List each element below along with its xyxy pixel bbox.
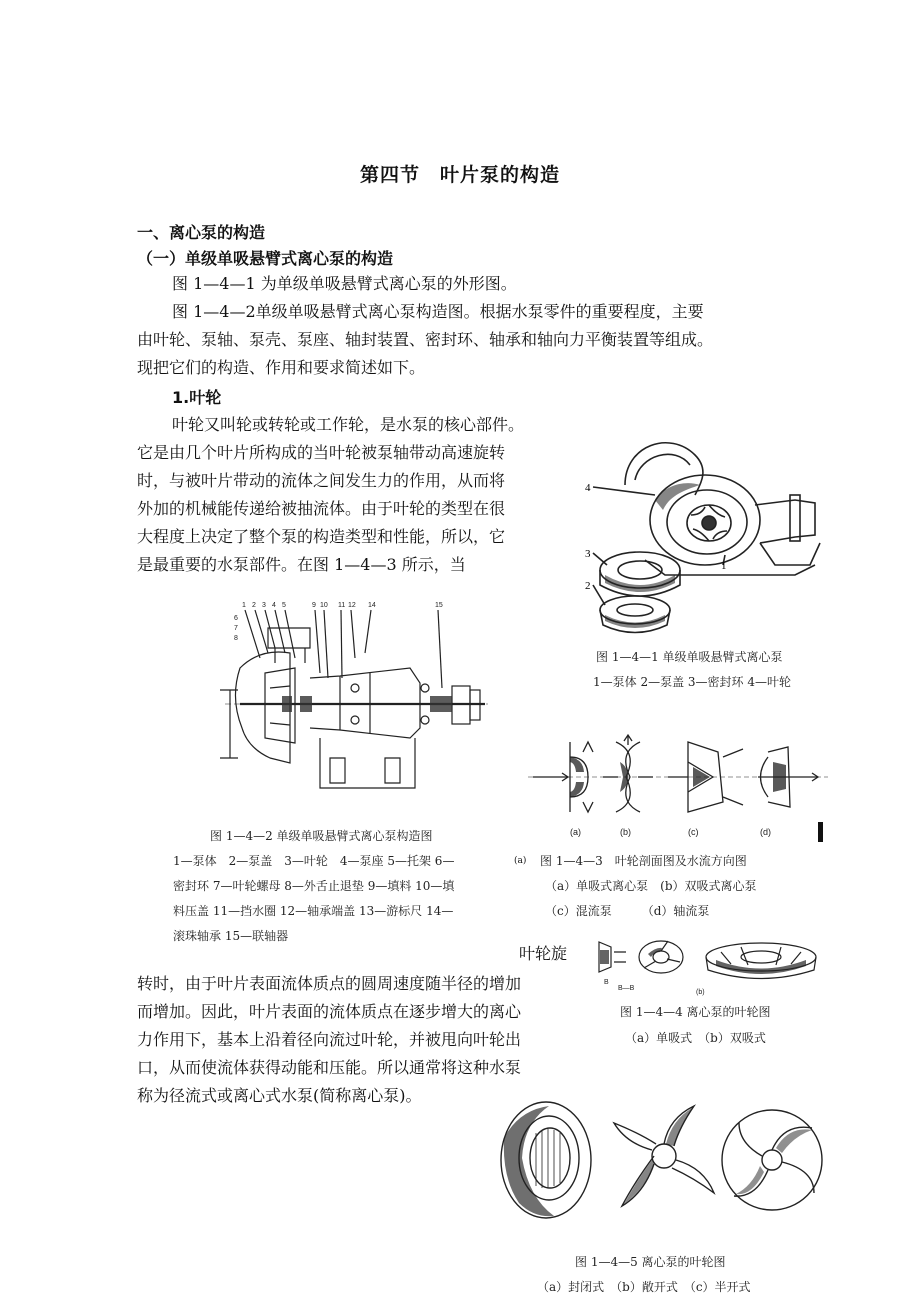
fig3-sub-label: (d) bbox=[760, 827, 771, 837]
fig1-label: 4 bbox=[585, 482, 591, 494]
fig1-legend: 1—泵体 2—泵盖 3—密封环 4—叶轮 bbox=[593, 675, 791, 689]
impeller-line: 是最重要的水泵部件。在图 1—4—3 所示，当 bbox=[137, 555, 466, 574]
impeller-line: 外加的机械能传递给被抽流体。由于叶轮的类型在很 bbox=[137, 499, 506, 518]
heading-centrifugal-pump: 一、离心泵的构造 bbox=[137, 223, 266, 242]
fig2-part-number: 8 bbox=[234, 635, 238, 642]
fig4-mark: (b) bbox=[696, 989, 705, 996]
impeller-line: 它是由几个叶片所构成的当叶轮被泵轴带动高速旋转 bbox=[137, 443, 506, 462]
impeller-line: 叶轮又叫轮或转轮或工作轮，是水泵的核心部件。 bbox=[172, 415, 525, 434]
fig2-legend-line: 密封环 7—叶轮螺母 8—外舌止退垫 9—填料 10—填 bbox=[173, 879, 455, 893]
fig2-part-number: 9 bbox=[312, 602, 316, 609]
fig2-legend-line: 1—泵体 2—泵盖 3—叶轮 4—泵座 5—托架 6— bbox=[173, 854, 455, 868]
fig2-part-number: 12 bbox=[348, 602, 356, 609]
fig2-part-number: 10 bbox=[320, 602, 328, 609]
paragraph-fig2-line3: 现把它们的构造、作用和要求简述如下。 bbox=[137, 358, 426, 377]
fig3-caption: 图 1—4—3 叶轮剖面图及水流方向图 bbox=[540, 854, 747, 868]
section-title: 第四节 叶片泵的构造 bbox=[359, 164, 560, 186]
fig4-legend: （a）单吸式 （b）双吸式 bbox=[625, 1031, 766, 1045]
fig5-caption: 图 1—4—5 离心泵的叶轮图 bbox=[575, 1255, 726, 1269]
fig2-part-number: 6 bbox=[234, 615, 238, 622]
fig1-label: 1 bbox=[721, 560, 727, 572]
fig2-legend-line: 滚珠轴承 15—联轴器 bbox=[173, 929, 289, 943]
fig3-sub-label: (b) bbox=[620, 827, 631, 837]
figure-pump-section bbox=[220, 598, 490, 808]
fig2-part-number: 5 bbox=[282, 602, 286, 609]
continued-line: 口，从而使流体获得动能和压能。所以通常将这种水泵 bbox=[137, 1058, 522, 1077]
fig1-caption: 图 1—4—1 单级单吸悬臂式离心泵 bbox=[596, 650, 783, 664]
figure-impeller-closed-open bbox=[494, 1098, 834, 1238]
fig2-part-number: 11 bbox=[338, 602, 346, 609]
fig3-sub-label: (c) bbox=[688, 827, 699, 837]
continued-line: 力作用下，基本上沿着径向流过叶轮，并被甩向叶轮出 bbox=[137, 1030, 522, 1049]
paragraph-fig2-line2: 由叶轮、泵轴、泵壳、泵座、轴封装置、密封环、轴承和轴向力平衡装置等组成。 bbox=[137, 330, 714, 349]
fig2-legend-line: 料压盖 11—挡水圈 12—轴承端盖 13—游标尺 14— bbox=[173, 904, 454, 918]
impeller-line: 时，与被叶片带动的流体之间发生力的作用，从而将 bbox=[137, 471, 506, 490]
heading-single-stage-pump: （一）单级单吸悬臂式离心泵的构造 bbox=[137, 249, 394, 268]
figure-impeller-types bbox=[596, 932, 826, 997]
continued-line: 而增加。因此，叶片表面的流体质点在逐步增大的离心 bbox=[137, 1002, 522, 1021]
fig2-part-number: 14 bbox=[368, 602, 376, 609]
figure-pump-exterior bbox=[585, 425, 835, 645]
fig4-caption: 图 1—4—4 离心泵的叶轮图 bbox=[620, 1005, 771, 1019]
paragraph-fig1-intro: 图 1—4—1 为单级单吸悬臂式离心泵的外形图。 bbox=[172, 274, 517, 293]
fig2-part-number: 2 bbox=[252, 602, 256, 609]
fig1-label: 2 bbox=[585, 580, 591, 592]
fig2-part-number: 1 bbox=[242, 602, 246, 609]
fig2-caption: 图 1—4—2 单级单吸悬臂式离心泵构造图 bbox=[210, 829, 433, 843]
fig3-legend-line2: （c）混流泵 （d）轴流泵 bbox=[545, 904, 710, 918]
fig2-part-number: 4 bbox=[272, 602, 276, 609]
fig4-mark: B bbox=[604, 979, 609, 986]
fig2-part-number: 3 bbox=[262, 602, 266, 609]
fig4-mark: B—B bbox=[618, 985, 635, 992]
impeller-line: 大程度上决定了整个泵的构造类型和性能，所以，它 bbox=[137, 527, 506, 546]
figure-impeller-sections bbox=[528, 727, 828, 847]
continued-start: 叶轮旋 bbox=[519, 944, 568, 963]
fig3-side-mark: (a) bbox=[514, 856, 527, 866]
fig2-part-number: 7 bbox=[234, 625, 238, 632]
fig3-sub-label: (a) bbox=[570, 827, 581, 837]
heading-impeller: 1.叶轮 bbox=[172, 388, 222, 407]
continued-line: 称为径流式或离心式水泵(简称离心泵)。 bbox=[137, 1086, 422, 1105]
continued-line: 转时，由于叶片表面流体质点的圆周速度随半径的增加 bbox=[137, 974, 522, 993]
fig2-part-number: 15 bbox=[435, 602, 443, 609]
paragraph-fig2-line1: 图 1—4—2单级单吸悬臂式离心泵构造图。根据水泵零件的重要程度，主要 bbox=[172, 302, 704, 321]
fig1-label: 3 bbox=[585, 548, 591, 560]
fig5-legend: （a）封闭式 （b）敞开式 （c）半开式 bbox=[537, 1280, 751, 1294]
fig3-legend-line1: （a）单吸式离心泵 (b）双吸式离心泵 bbox=[545, 879, 757, 893]
